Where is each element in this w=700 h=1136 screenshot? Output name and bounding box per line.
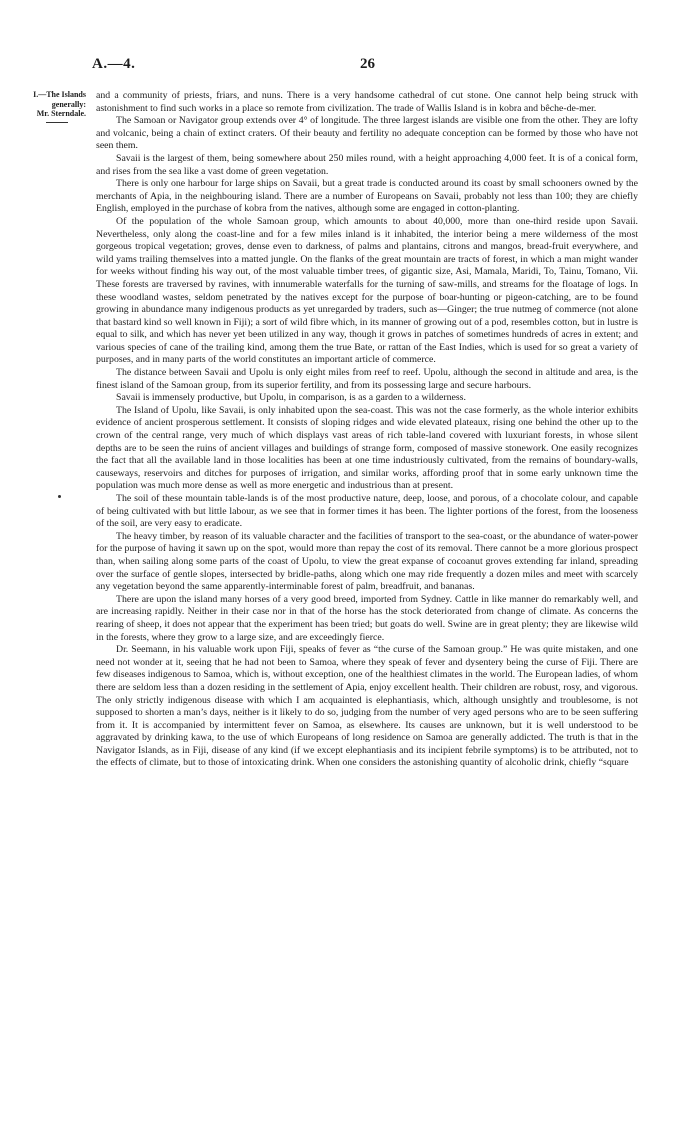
paragraph: There are upon the island many horses of a very good breed, imported from Sydney. Cattle in like manner do remarkably well, and are increasing rapidly. Neither in their case nor in that of the horse has the stock deteriorated from change of climate. As concerns the rearing of sheep, it does not appear that the experiment has been tried; but goats do well. Swine are in great plenty; they are likewise wild in the forests, where they grow to a large size, and are exceedingly fierce. <box>96 593 638 643</box>
margin-note-rule <box>46 122 68 123</box>
page-header <box>92 56 640 80</box>
margin-note <box>12 90 86 123</box>
paragraph: The Samoan or Navigator group extends over 4° of longitude. The three largest islands are visible one from the other. They are lofty and volcanic, being a chain of extinct craters. Of their beauty and fertility no adequate conception can be formed by those who have not seen them. <box>96 115 638 152</box>
paragraph: There is only one harbour for large ships on Savaii, but a great trade is conducted around its coast by small schooners owned by the merchants of Apia, in the neighbouring island. There are a number of Europeans on Savaii, probably not less than 100; they are chiefly English, employed in the purchase of kobra from the natives, although some are engaged in cotton-planting. <box>96 178 638 215</box>
paragraph: The distance between Savaii and Upolu is only eight miles from reef to reef. Upolu, although the second in altitude and area, is the finest island of the Samoan group, from its superior fertility, and from its possessing large and secure harbours. <box>96 367 638 391</box>
page-number: 26 <box>360 56 375 72</box>
page-reference: A.—4. <box>92 56 136 72</box>
paragraph: The soil of these mountain table-lands is of the most productive nature, deep, loose, and porous, of a chocolate colour, and capable of being cultivated with but little labour, as we see that in former times it has been. The lighter portions of the forest, from the looseness of the soil, are very easy to eradicate. <box>96 493 638 530</box>
paragraph: Savaii is immensely productive, but Upolu, in comparison, is as a garden to a wilderness. <box>116 392 466 404</box>
paragraph: and a community of priests, friars, and nuns. There is a very handsome cathedral of cut stone. One cannot help being struck with astonishment to find such works in a place so remote from civilization. The trade of Wallis Island is in kobra and bêche-de-mer. <box>96 90 638 114</box>
margin-note-line: generally: <box>51 99 86 109</box>
paragraph: Of the population of the whole Samoan group, which amounts to about 40,000, more than one-third reside upon Savaii. Nevertheless, only along the coast-line and for a few miles inland is it inhabited, the interior being a mere wilderness of the most gorgeous tropical vegetation; groves, dense even to darkness, of palms and plantains, citrons and mangos, bread-fruit everywhere, and wild yams trailing themselves into a matted jungle. On the flanks of the great mountain are tracts of forest, in which a man might wander for weeks without finding his way out, of the most valuable timber trees, of gigantic size, Asi, Mamala, Maridi, To, Tainu, Tomano, Vii. These forests are traversed by ravines, with innumerable waterfalls for the turning of saw-mills, and streams for the floatage of logs. In these woodland wastes, seldom penetrated by the natives except for the purpose of boar-hunting or pigeon-catching, are to be found growing in abundance many indigenous products as yet unregarded by traders, such as—Ginger; the true nutmeg of commerce (not alone that bastard kind so well known in Fiji); a sort of wild fibre which, in its manner of growing out of a pod, resembles cotton, but in lustre is equal to silk, and which has never yet been utilized in any way, though it grows in patches of sometimes hundreds of acres in extent; and various species of cane of the trailing kind, among them the true Bate, or rattan of the East Indies, which is used for so great a variety of purposes, and in many parts of the world constitutes an important article of commerce. <box>96 215 638 366</box>
margin-note-line: I.—The Islands <box>33 90 86 99</box>
body-text <box>96 90 638 770</box>
paragraph: Savaii is the largest of them, being somewhere about 250 miles round, with a height approaching 4,000 feet. It is of a conical form, and rises from the sea like a vast dome of green vegetation. <box>96 152 638 177</box>
paragraph: The heavy timber, by reason of its valuable character and the facilities of transport to the sea-coast, or the abundance of water-power for the purpose of having it sawn up on the spot, would more than repay the cost of its removal. There cannot be a more glorious prospect than, when sailing along some parts of the coast of Upolu, to view the great expanse of cocoanut groves extending far inland, spreading over the surface of gentle slopes, intersected by bridle-paths, along which one may ride frequently a dozen miles and meet with scarcely any vegetation beyond the same apparently-interminable forest of palm, breadfruit, and bananas. <box>96 530 638 593</box>
paragraph: The Island of Upolu, like Savaii, is only inhabited upon the sea-coast. This was not the case formerly, as the whole interior exhibits evidence of ancient prosperous settlement. It consists of sloping ridges and wide elevated plateaux, rising one behind the other up to the crown of the central range, very much of which displays vast areas of rich table-land covered with luxuriant forests, in whose silent depths are to be seen the ruins of ancient villages and buildings of strange form, composed of massive stonework. One easily recognizes the fact that all the available land in those localities has been at one time industriously cultivated, from the remains of boundary-walls, causeways, reservoirs and ditches for purposes of irrigation, and similar works, affording proof that in some early unknown time the population was much more dense as well as more energetic and industrious than at present. <box>96 404 638 492</box>
paragraph: Dr. Seemann, in his valuable work upon Fiji, speaks of fever as “the curse of the Samoan group.” He was quite mistaken, and one need not wonder at it, seeing that he had not been to Samoa, where they speak of fever and dysentery being the curse of Fiji. There are few diseases indigenous to Samoa, which is, without exception, one of the healthiest climates in the world. The European ladies, of whom there are seldom less than a dozen residing in the settlement of Apia, enjoy excellent health. Their children are robust, rosy, and vigorous. The only strictly indigenous disease with which I am acquainted is elephantiasis, which, although unsightly and troublesome, is not supposed to shorten a man’s days, neither is it likely to do so, judging from the number of very aged persons who are to be seen suffering from it. It is accompanied by intermittent fever on Samoa, as elsewhere. Its causes are unknown, but it is well understood to be aggravated by drinking kawa, to the use of which Europeans of long residence on Samoa are generally addicted. The truth is that in the Navigator Islands, as in Fiji, disease of any kind (if we except elephantiasis and its incipient febrile symptoms) is to be attributed, not to the effects of climate, but to those of intoxicating drink. When one considers the astonishing quantity of alcoholic drink, chiefly “square <box>96 644 638 769</box>
margin-mark <box>58 495 61 498</box>
margin-note-line: Mr. Sterndale. <box>36 109 86 118</box>
